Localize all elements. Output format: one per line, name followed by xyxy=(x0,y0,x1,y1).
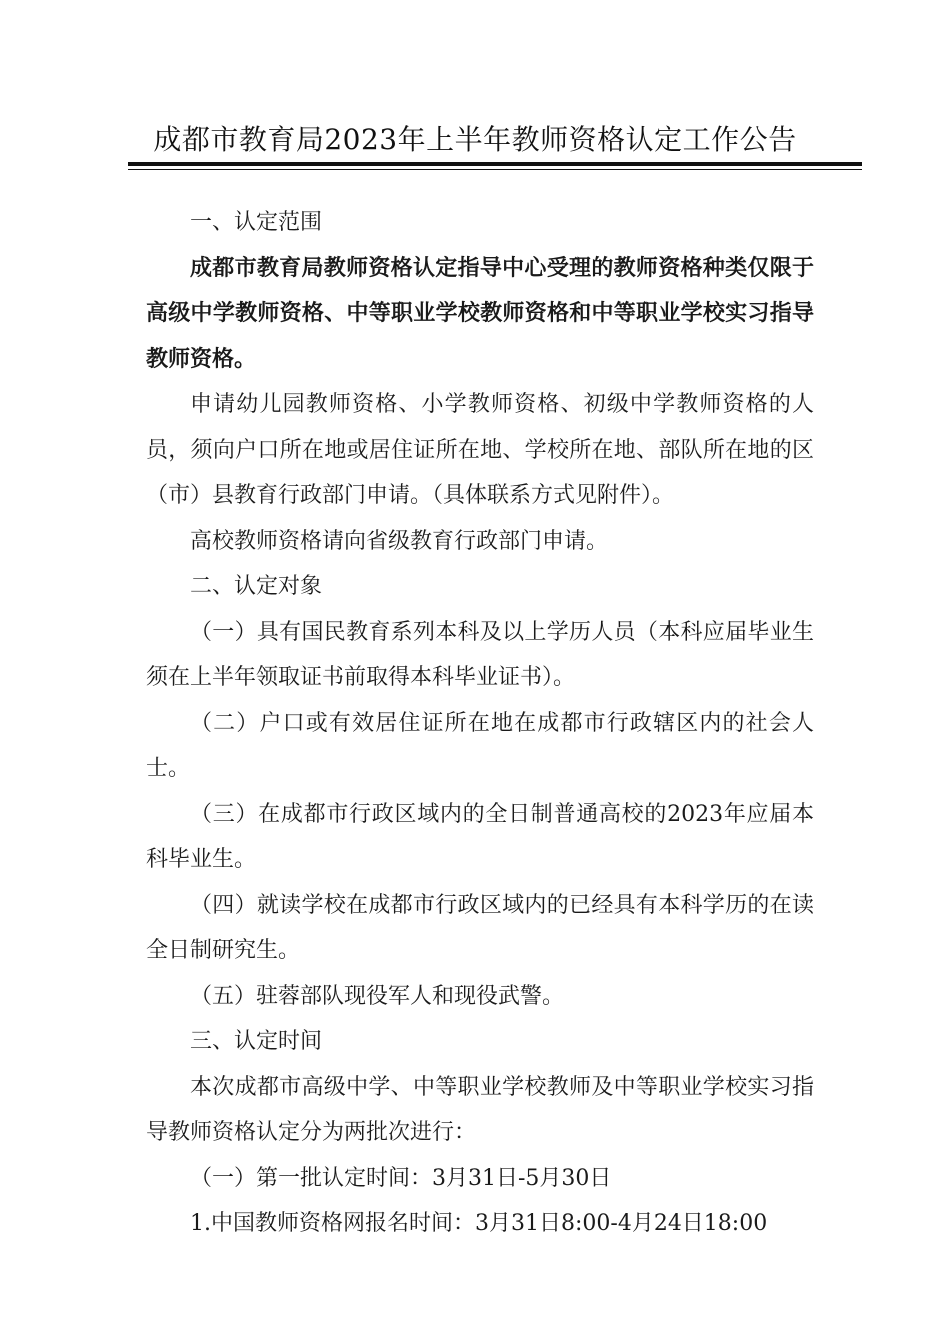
list-item: （二）户口或有效居住证所在地在成都市行政辖区内的社会人士。 xyxy=(146,710,814,781)
section-heading: 二、认定对象 xyxy=(190,574,323,599)
list-item: （一）具有国民教育系列本科及以上学历人员（本科应届毕业生须在上半年领取证书前取得本科毕业证书）。 xyxy=(146,619,814,690)
title-rule-thin xyxy=(128,169,862,170)
list-item: （三）在成都市行政区域内的全日制普通高校的2023年应届本科毕业生。 xyxy=(146,801,814,872)
section-heading: 一、认定范围 xyxy=(190,210,323,235)
paragraph: 申请幼儿园教师资格、小学教师资格、初级中学教师资格的人员，须向户口所在地或居住证所在地、学校所在地、部队所在地的区（市）县教育行政部门申请。（具体联系方式见附件）。 xyxy=(146,392,814,508)
list-item: （五）驻蓉部队现役军人和现役武警。 xyxy=(190,983,565,1009)
paragraph: 成都市教育局教师资格认定指导中心受理的教师资格种类仅限于高级中学教师资格、中等职业学校教师资格和中等职业学校实习指导教师资格。 xyxy=(146,254,814,372)
document-body xyxy=(146,200,814,1247)
title-rule-thick xyxy=(128,162,862,166)
page-title: 成都市教育局2023年上半年教师资格认定工作公告 xyxy=(153,123,797,156)
paragraph: 本次成都市高级中学、中等职业学校教师及中等职业学校实习指导教师资格认定分为两批次进行： xyxy=(146,1074,814,1145)
list-item: （四）就读学校在成都市行政区域内的已经具有本科学历的在读全日制研究生。 xyxy=(146,892,814,963)
section-heading: 三、认定时间 xyxy=(190,1029,323,1054)
list-item: 1.中国教师资格网报名时间：3月31日8:00-4月24日18:00 xyxy=(190,1211,768,1236)
paragraph: 高校教师资格请向省级教育行政部门申请。 xyxy=(190,528,609,554)
list-item: （一）第一批认定时间：3月31日-5月30日 xyxy=(190,1165,612,1191)
